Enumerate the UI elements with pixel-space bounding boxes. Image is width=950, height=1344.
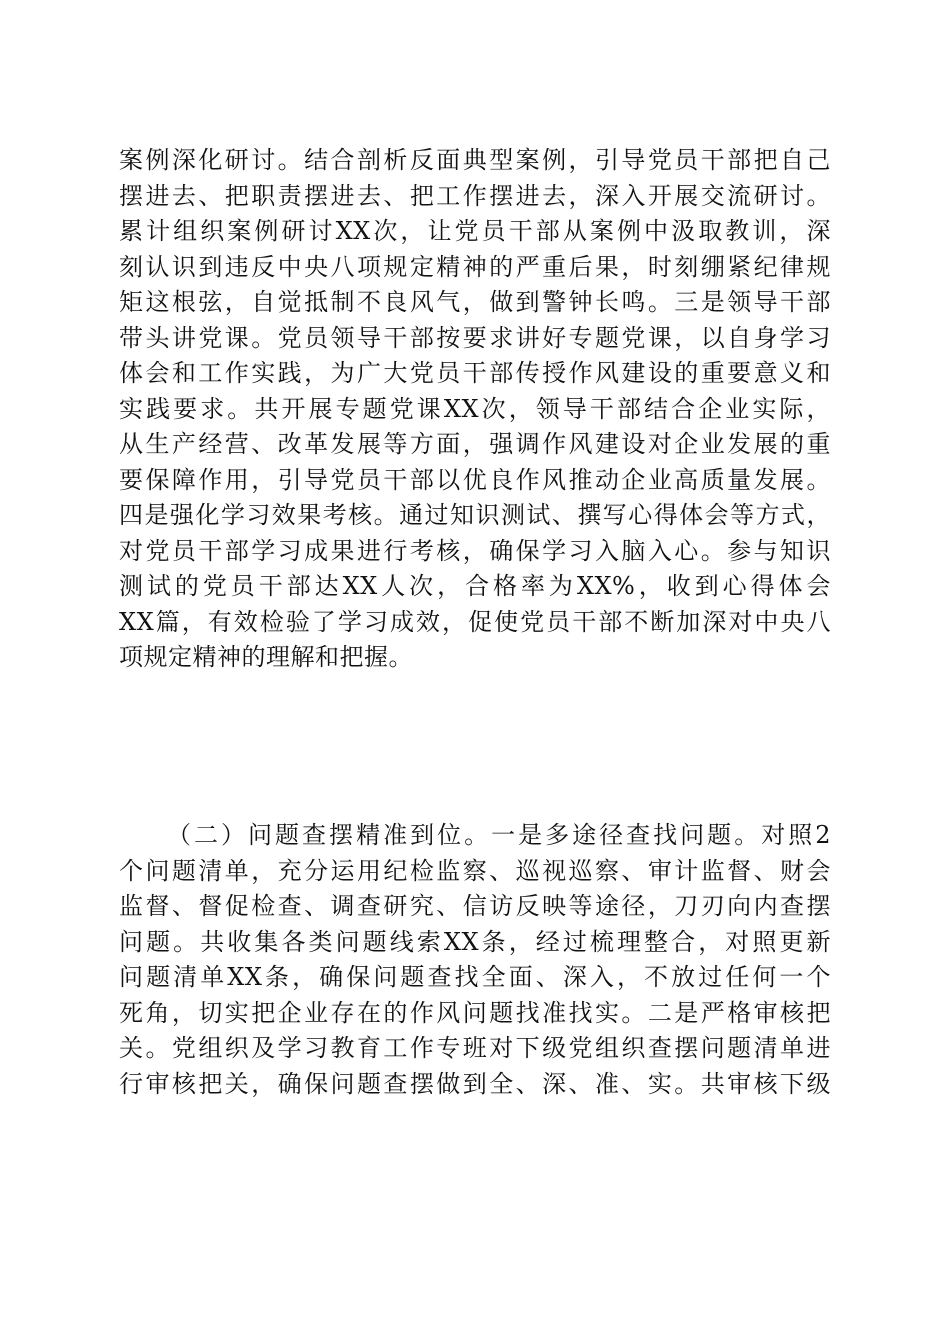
paragraph-case-study-and-assessment <box>119 143 831 676</box>
text-line: 测试的党员干部达XX人次，合格率为XX%，收到心得体会 <box>119 572 831 600</box>
text-line: 刻认识到违反中央八项规定精神的严重后果，时刻绷紧纪律规 <box>119 252 831 281</box>
text-line: 行审核把关，确保问题查摆做到全、深、准、实。共审核下级 <box>119 1069 831 1098</box>
text-line: 死角，切实把企业存在的作风问题找准找实。二是严格审核把 <box>119 998 831 1027</box>
text-line: （二）问题查摆精准到位。一是多途径查找问题。对照2 <box>167 821 831 849</box>
text-line: 问题清单XX条，确保问题查找全面、深入，不放过任何一个 <box>119 963 831 991</box>
text-line: 实践要求。共开展专题党课XX次，领导干部结合企业实际， <box>119 394 831 423</box>
text-line: 矩这根弦，自觉抵制不良风气，做到警钟长鸣。三是领导干部 <box>119 288 831 316</box>
text-line: 个问题清单，充分运用纪检监察、巡视巡察、审计监督、财会 <box>119 856 831 885</box>
text-line: XX篇，有效检验了学习成效，促使党员干部不断加深对中央八 <box>119 607 831 636</box>
text-line: 带头讲党课。党员领导干部按要求讲好专题党课，以自身学习 <box>119 323 831 352</box>
text-line: 摆进去、把职责摆进去、把工作摆进去，深入开展交流研讨。 <box>119 181 831 210</box>
text-line: 对党员干部学习成果进行考核，确保学习入脑入心。参与知识 <box>119 536 831 565</box>
text-line: 从生产经营、改革发展等方面，强调作风建设对企业发展的重 <box>119 430 831 458</box>
text-line: 监督、督促检查、调查研究、信访反映等途径，刀刃向内查摆 <box>119 892 831 920</box>
text-line: 案例深化研讨。结合剖析反面典型案例，引导党员干部把自己 <box>119 146 831 174</box>
text-line: 关。党组织及学习教育工作专班对下级党组织查摆问题清单进 <box>119 1034 831 1062</box>
text-line: 项规定精神的理解和把握。 <box>119 643 413 671</box>
paragraph-problem-identification <box>119 818 831 1102</box>
text-line: 累计组织案例研讨XX次，让党员干部从案例中汲取教训，深 <box>119 217 831 245</box>
text-line: 四是强化学习效果考核。通过知识测试、撰写心得体会等方式， <box>119 501 831 529</box>
text-line: 体会和工作实践，为广大党员干部传授作风建设的重要意义和 <box>119 359 831 387</box>
text-line: 问题。共收集各类问题线索XX条，经过梳理整合，对照更新 <box>119 927 831 956</box>
text-line: 要保障作用，引导党员干部以优良作风推动企业高质量发展。 <box>119 465 831 494</box>
